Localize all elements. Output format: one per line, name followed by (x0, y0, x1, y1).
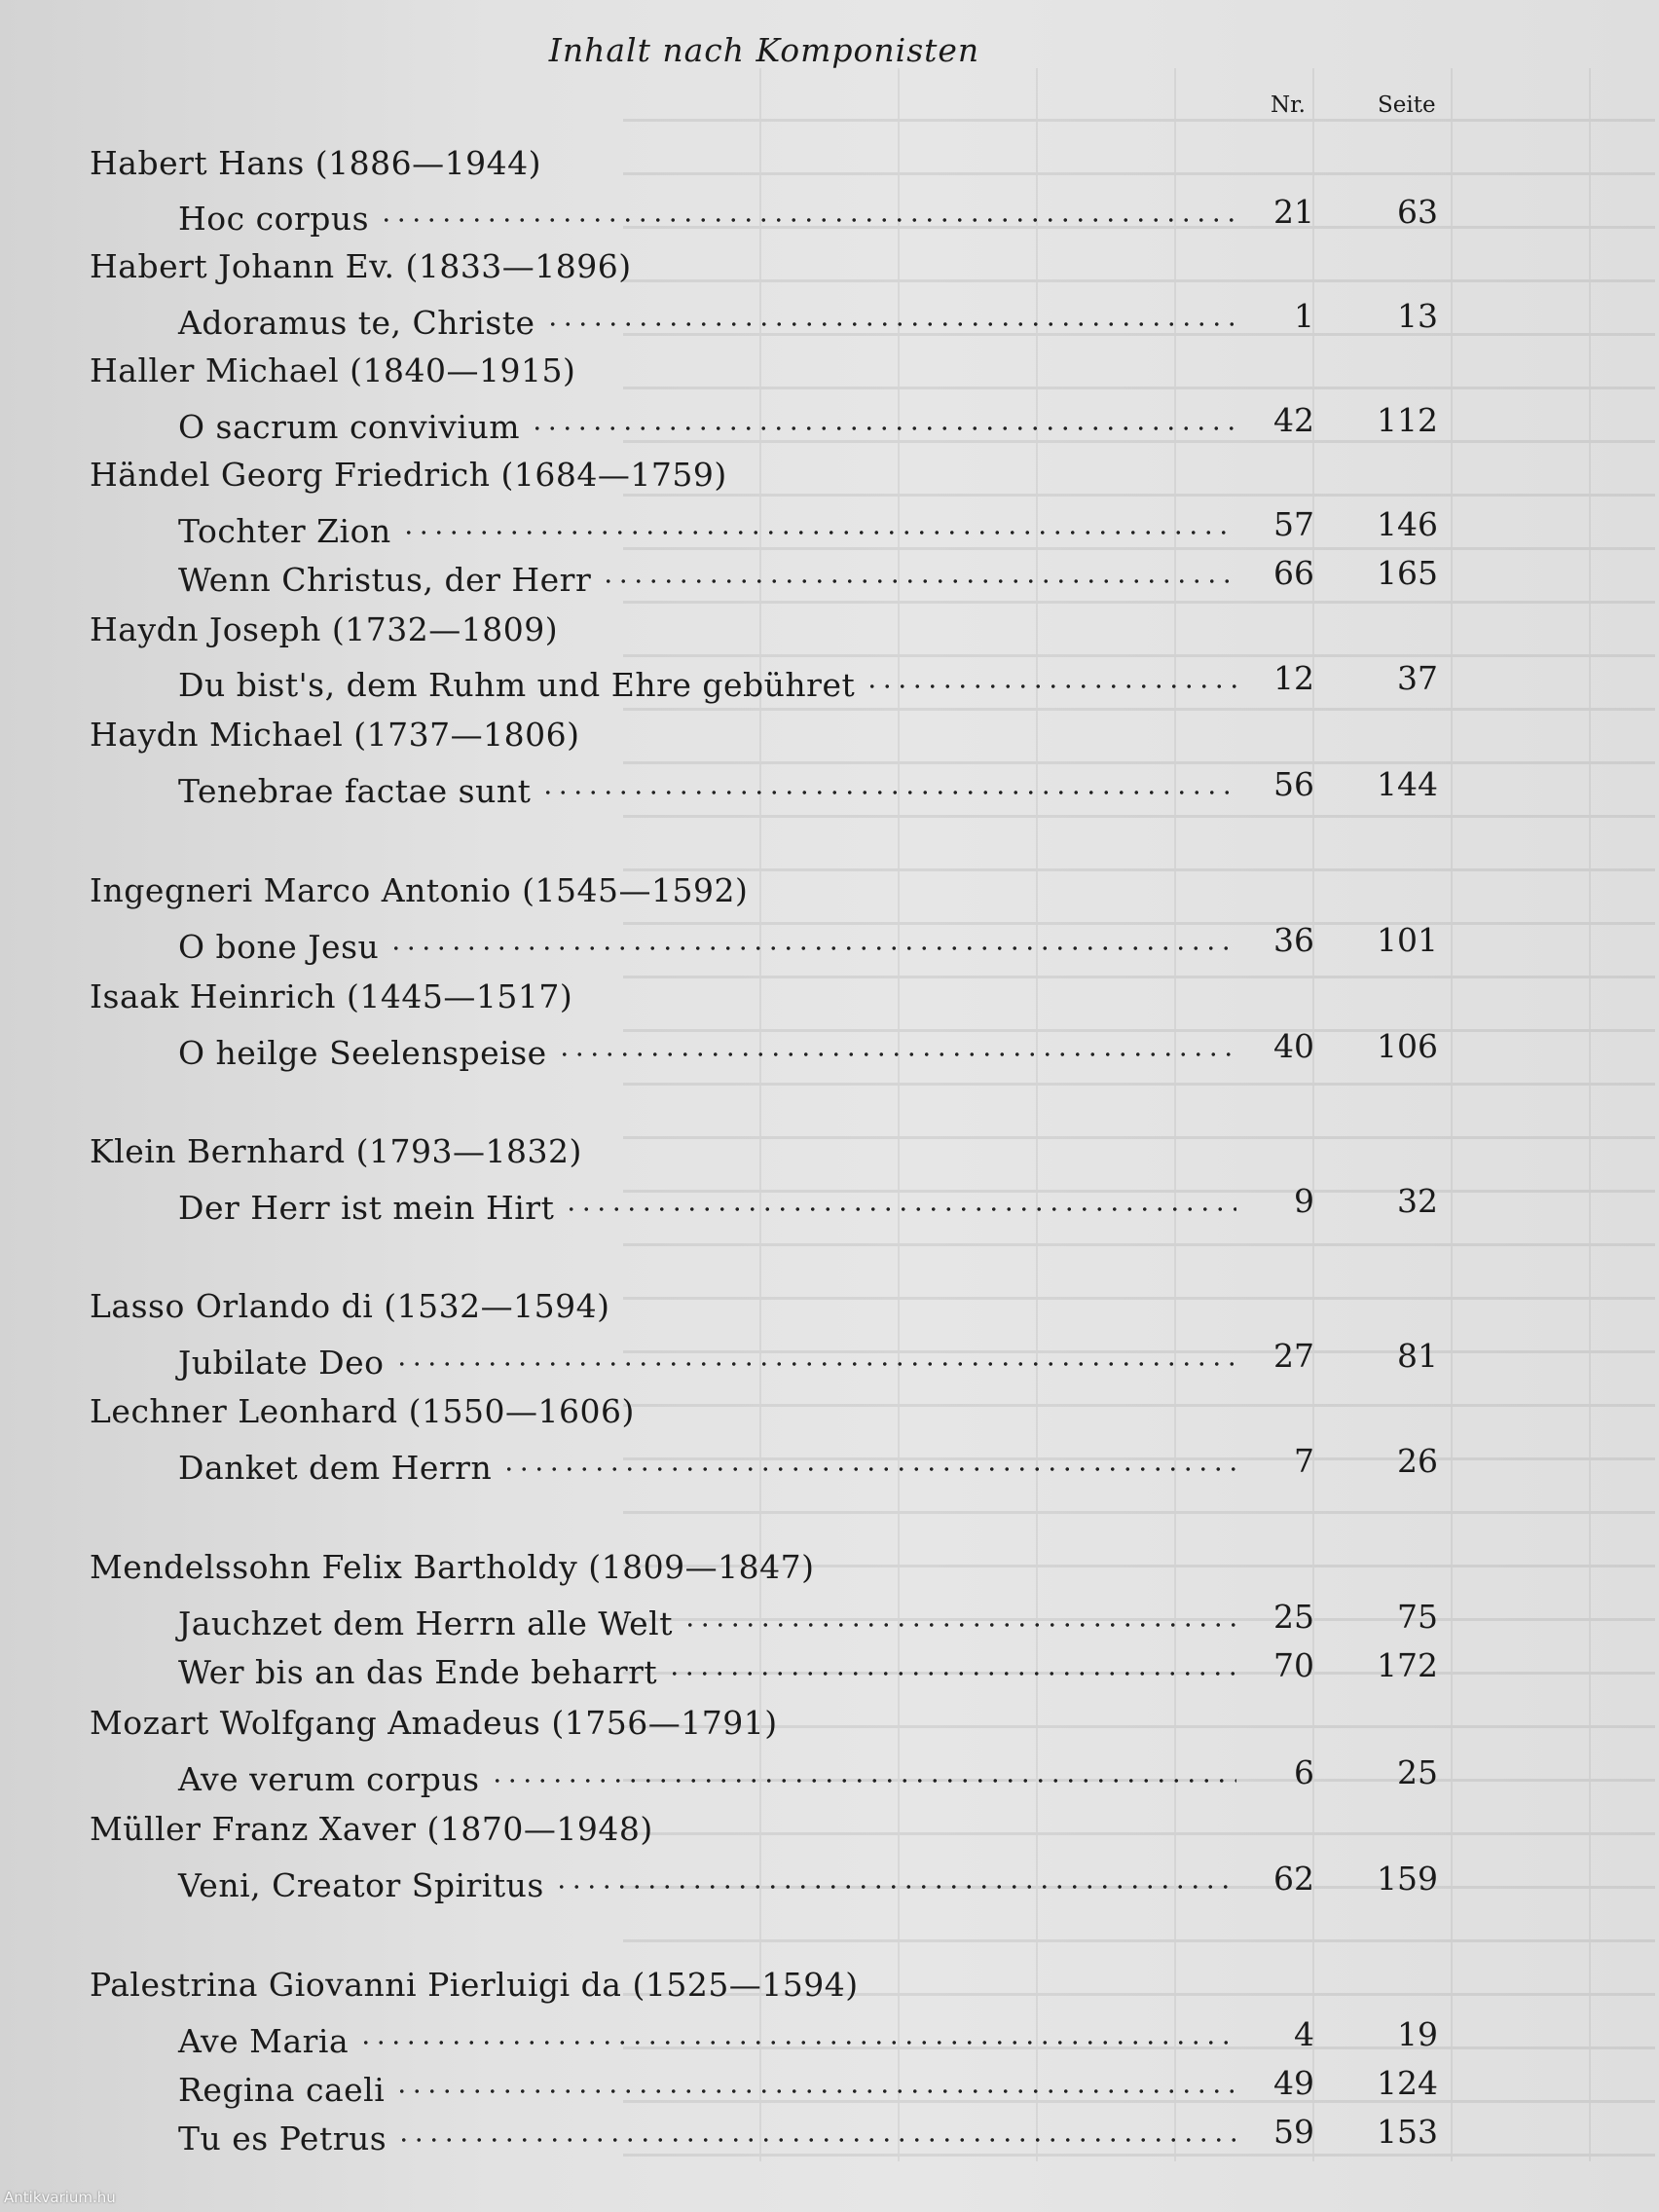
piece-entry (178, 1442, 1236, 1487)
leader-dots (682, 1598, 1236, 1635)
piece-page: 106 (1377, 1027, 1438, 1065)
piece-number: 49 (1273, 2064, 1314, 2102)
piece-number: 12 (1273, 659, 1314, 697)
piece-entry (178, 1182, 1236, 1227)
piece-page: 165 (1377, 554, 1438, 592)
piece-number: 42 (1273, 401, 1314, 439)
piece-page: 25 (1397, 1753, 1438, 1791)
leader-dots (601, 554, 1236, 591)
leader-dots (358, 2015, 1236, 2052)
piece-page: 75 (1397, 1598, 1438, 1636)
piece-entry (178, 554, 1236, 599)
piece-entry (178, 401, 1236, 446)
leader-dots (379, 193, 1236, 230)
leader-dots (388, 921, 1236, 958)
piece-number: 27 (1273, 1337, 1314, 1375)
piece-page: 13 (1397, 297, 1438, 335)
leader-dots (554, 1860, 1236, 1897)
piece-page: 37 (1397, 659, 1438, 697)
leader-dots (865, 659, 1236, 696)
leader-dots (545, 297, 1236, 334)
piece-number: 70 (1273, 1646, 1314, 1684)
piece-number: 25 (1273, 1598, 1314, 1636)
piece-page: 19 (1397, 2015, 1438, 2053)
composer-heading: Palestrina Giovanni Pierluigi da (1525—1594) (90, 1966, 859, 2004)
piece-entry (178, 921, 1236, 966)
piece-page: 63 (1397, 193, 1438, 231)
piece-page: 32 (1397, 1182, 1438, 1220)
piece-number: 66 (1273, 554, 1314, 592)
piece-title: O heilge Seelenspeise (178, 1033, 547, 1072)
composer-heading: Lasso Orlando di (1532—1594) (90, 1287, 610, 1325)
piece-title: Du bist's, dem Ruhm und Ehre gebühret (178, 665, 856, 704)
piece-entry (178, 1753, 1236, 1798)
piece-title: Veni, Creator Spiritus (178, 1865, 544, 1904)
piece-entry (178, 1860, 1236, 1904)
piece-entry (178, 765, 1236, 810)
piece-number: 36 (1273, 921, 1314, 959)
piece-page: 101 (1377, 921, 1438, 959)
piece-title: Tochter Zion (178, 511, 391, 550)
composer-heading: Haydn Joseph (1732—1809) (90, 610, 559, 648)
composer-heading: Lechner Leonhard (1550—1606) (90, 1392, 635, 1430)
leader-dots (530, 401, 1236, 438)
piece-title: Danket dem Herrn (178, 1448, 493, 1487)
leader-dots (557, 1027, 1236, 1064)
column-header-seite: Seite (1378, 92, 1436, 118)
leader-dots (394, 2064, 1236, 2101)
composer-heading: Mozart Wolfgang Amadeus (1756—1791) (90, 1704, 778, 1742)
piece-page: 172 (1377, 1646, 1438, 1684)
piece-entry (178, 1598, 1236, 1642)
piece-entry (178, 2015, 1236, 2060)
piece-number: 21 (1273, 193, 1314, 231)
leader-dots (667, 1646, 1236, 1683)
piece-title: Tenebrae factae sunt (178, 771, 532, 810)
piece-page: 144 (1377, 765, 1438, 803)
piece-number: 6 (1294, 1753, 1314, 1791)
piece-title: Ave Maria (178, 2021, 350, 2060)
piece-page: 112 (1377, 401, 1438, 439)
composer-heading: Isaak Heinrich (1445—1517) (90, 977, 573, 1015)
piece-number: 40 (1273, 1027, 1314, 1065)
piece-number: 1 (1294, 297, 1314, 335)
piece-entry (178, 2064, 1236, 2109)
watermark-text: Antikvarium.hu (4, 2189, 116, 2206)
piece-entry (178, 505, 1236, 550)
piece-title: O sacrum convivium (178, 407, 520, 446)
leader-dots (396, 2113, 1236, 2150)
bleed-through-shadow (623, 68, 1655, 2161)
piece-entry (178, 1027, 1236, 1072)
piece-number: 7 (1294, 1442, 1314, 1480)
piece-entry (178, 2113, 1236, 2157)
piece-entry (178, 193, 1236, 238)
piece-page: 26 (1397, 1442, 1438, 1480)
piece-number: 59 (1273, 2113, 1314, 2151)
piece-page: 153 (1377, 2113, 1438, 2151)
piece-title: Jubilate Deo (178, 1343, 385, 1382)
leader-dots (490, 1753, 1236, 1790)
piece-title: Tu es Petrus (178, 2119, 387, 2157)
piece-number: 9 (1294, 1182, 1314, 1220)
composer-heading: Klein Bernhard (1793—1832) (90, 1132, 582, 1170)
piece-title: O bone Jesu (178, 927, 380, 966)
piece-page: 146 (1377, 505, 1438, 543)
piece-entry (178, 1337, 1236, 1382)
leader-dots (401, 505, 1236, 542)
composer-heading: Mendelssohn Felix Bartholdy (1809—1847) (90, 1548, 815, 1586)
piece-title: Ave verum corpus (178, 1759, 480, 1798)
piece-page: 159 (1377, 1860, 1438, 1898)
composer-heading: Haydn Michael (1737—1806) (90, 716, 580, 754)
piece-title: Der Herr ist mein Hirt (178, 1188, 555, 1227)
piece-title: Adoramus te, Christe (178, 303, 535, 342)
piece-number: 4 (1294, 2015, 1314, 2053)
piece-entry (178, 659, 1236, 704)
composer-heading: Habert Hans (1886—1944) (90, 144, 541, 182)
composer-heading: Habert Johann Ev. (1833—1896) (90, 247, 632, 285)
piece-title: Hoc corpus (178, 199, 370, 238)
composer-heading: Haller Michael (1840—1915) (90, 351, 576, 389)
piece-title: Jauchzet dem Herrn alle Welt (178, 1604, 673, 1642)
composer-heading: Händel Georg Friedrich (1684—1759) (90, 456, 727, 494)
piece-number: 56 (1273, 765, 1314, 803)
page-title: Inhalt nach Komponisten (548, 31, 980, 69)
piece-title: Regina caeli (178, 2070, 386, 2109)
composer-heading: Müller Franz Xaver (1870—1948) (90, 1810, 653, 1848)
leader-dots (394, 1337, 1236, 1374)
piece-number: 62 (1273, 1860, 1314, 1898)
leader-dots (501, 1442, 1236, 1479)
piece-page: 124 (1377, 2064, 1438, 2102)
piece-number: 57 (1273, 505, 1314, 543)
piece-entry (178, 297, 1236, 342)
composer-heading: Ingegneri Marco Antonio (1545—1592) (90, 871, 749, 909)
leader-dots (540, 765, 1236, 802)
piece-title: Wer bis an das Ende beharrt (178, 1652, 658, 1691)
piece-page: 81 (1397, 1337, 1438, 1375)
piece-entry (178, 1646, 1236, 1691)
column-header-nr: Nr. (1271, 92, 1306, 118)
piece-title: Wenn Christus, der Herr (178, 560, 592, 599)
leader-dots (564, 1182, 1236, 1219)
